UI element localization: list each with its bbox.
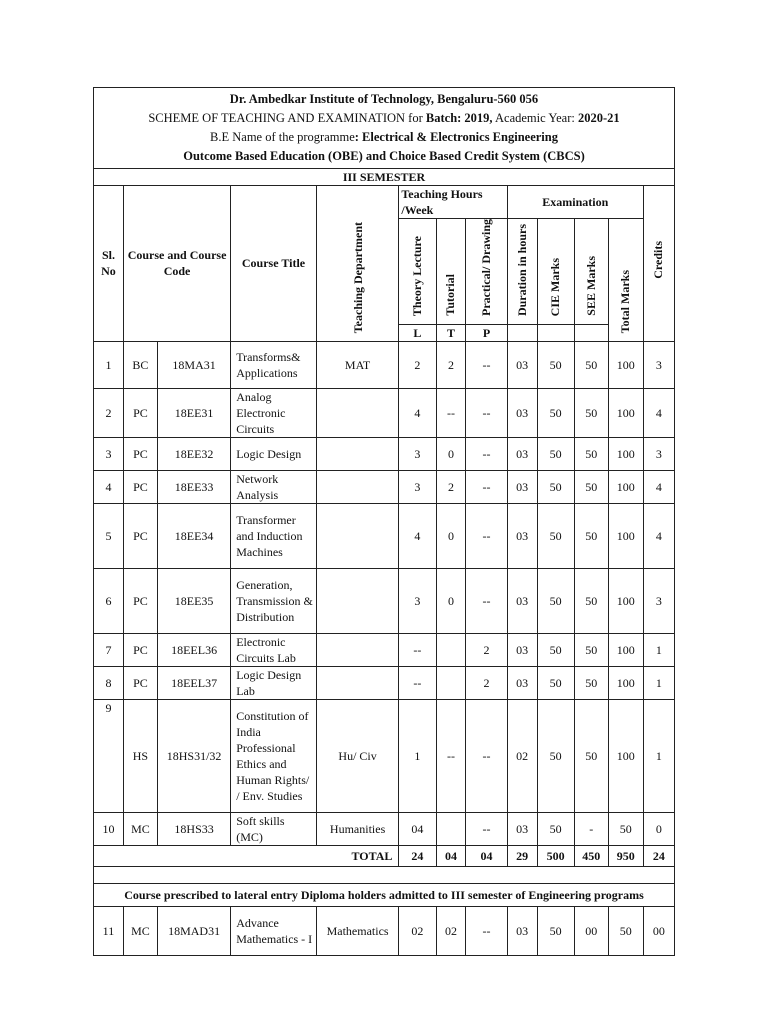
course-title-cell: Logic Design Lab [231,666,317,699]
lecture-hours-cell: -- [399,666,436,699]
column-header-row-1 [94,186,675,219]
see-marks-cell: 50 [574,699,608,812]
table-row [94,388,675,437]
see-marks-cell: 50 [574,388,608,437]
sl-no-cell: 11 [94,906,124,955]
total-p: 04 [466,845,507,866]
total-marks-cell: 100 [608,341,643,388]
scheme-line: SCHEME OF TEACHING AND EXAMINATION for Batch: 2019, Academic Year: 2020-21 [148,111,620,125]
total-marks-cell: 100 [608,437,643,470]
sl-no-cell: 6 [94,568,124,633]
cie-marks-cell: 50 [537,470,574,503]
col-course-title: Course Title [231,186,317,342]
sl-no-cell: 8 [94,666,124,699]
see-marks-cell: 00 [574,906,608,955]
course-code-cell: 18EE35 [157,568,230,633]
course-title-cell: Network Analysis [231,470,317,503]
cie-marks-cell: 50 [537,812,574,845]
practical-hours-cell: 2 [466,633,507,666]
scheme-document [93,87,675,956]
course-category-cell: PC [123,633,157,666]
teaching-department-cell [316,633,399,666]
total-marks-cell: 50 [608,812,643,845]
tutorial-hours-cell: 0 [436,437,466,470]
course-rows [94,341,675,845]
course-category-cell: HS [123,699,157,812]
cie-marks-cell: 50 [537,568,574,633]
lecture-hours-cell: 1 [399,699,436,812]
teaching-department-cell [316,388,399,437]
cie-marks-cell: 50 [537,341,574,388]
practical-hours-cell: -- [466,503,507,568]
sl-no-cell: 1 [94,341,124,388]
col-l: L [399,324,436,341]
col-see-marks: SEE Marks [574,219,608,325]
total-marks-cell: 100 [608,633,643,666]
tutorial-hours-cell: 2 [436,341,466,388]
practical-hours-cell: -- [466,470,507,503]
course-code-cell: 18EE34 [157,503,230,568]
institute-name: Dr. Ambedkar Institute of Technology, Bengaluru-560 056 [229,92,539,106]
teaching-department-cell [316,503,399,568]
duration-cell: 03 [507,388,537,437]
course-category-cell: PC [123,388,157,437]
col-practical: Practical/ Drawing [466,219,507,325]
total-l: 24 [399,845,436,866]
see-marks-cell: 50 [574,568,608,633]
col-course-code: Course and Course Code [123,186,230,342]
practical-hours-cell: -- [466,906,507,955]
course-code-cell: 18EEL36 [157,633,230,666]
col-see-sub [574,324,608,341]
practical-hours-cell: -- [466,437,507,470]
course-title-cell: Transforms& Applications [231,341,317,388]
practical-hours-cell: 2 [466,666,507,699]
col-theory-lecture: Theory Lecture [399,219,436,325]
teaching-department-cell: Hu/ Civ [316,699,399,812]
total-duration: 29 [507,845,537,866]
col-total-marks: Total Marks [608,219,643,342]
cie-marks-cell: 50 [537,666,574,699]
total-t: 04 [436,845,466,866]
practical-hours-cell: -- [466,388,507,437]
course-category-cell: PC [123,503,157,568]
sl-no-cell: 3 [94,437,124,470]
tutorial-hours-cell: 0 [436,568,466,633]
table-row [94,699,675,812]
tutorial-hours-cell [436,633,466,666]
lecture-hours-cell: 4 [399,503,436,568]
teaching-department-cell: Humanities [316,812,399,845]
table-row [94,341,675,388]
course-title-cell: Soft skills (MC) [231,812,317,845]
duration-cell: 03 [507,503,537,568]
see-marks-cell: - [574,812,608,845]
course-code-cell: 18EE33 [157,470,230,503]
course-category-cell: BC [123,341,157,388]
cie-marks-cell: 50 [537,437,574,470]
see-marks-cell: 50 [574,341,608,388]
credits-cell: 1 [643,699,674,812]
course-category-cell: MC [123,906,157,955]
total-marks-cell: 50 [608,906,643,955]
col-duration-sub [507,324,537,341]
semester-row [94,169,675,186]
table-row [94,437,675,470]
table-row [94,568,675,633]
duration-cell: 03 [507,568,537,633]
duration-cell: 03 [507,470,537,503]
tutorial-hours-cell [436,666,466,699]
course-category-cell: MC [123,812,157,845]
see-marks-cell: 50 [574,633,608,666]
credits-cell: 4 [643,388,674,437]
credits-cell: 4 [643,470,674,503]
total-marks-cell: 100 [608,666,643,699]
credits-cell: 3 [643,437,674,470]
teaching-department-cell [316,437,399,470]
col-sl-no: Sl. No [94,186,124,342]
course-code-cell: 18EE32 [157,437,230,470]
lecture-hours-cell: -- [399,633,436,666]
credits-cell: 3 [643,568,674,633]
see-marks-cell: 50 [574,503,608,568]
duration-cell: 03 [507,341,537,388]
course-title-cell: Advance Mathematics - I [231,906,317,955]
scheme-table [93,87,675,956]
sl-no-cell: 7 [94,633,124,666]
duration-cell: 03 [507,437,537,470]
programme-line: B.E Name of the programme: Electrical & Electronics Engineering [210,130,558,144]
table-row [94,906,675,955]
duration-cell: 03 [507,812,537,845]
course-code-cell: 18MAD31 [157,906,230,955]
table-row [94,666,675,699]
total-marks-cell: 100 [608,388,643,437]
lecture-hours-cell: 3 [399,437,436,470]
sl-no-cell: 4 [94,470,124,503]
teaching-department-cell: MAT [316,341,399,388]
tutorial-hours-cell: 0 [436,503,466,568]
lecture-hours-cell: 2 [399,341,436,388]
total-marks-cell: 100 [608,470,643,503]
duration-cell: 03 [507,666,537,699]
course-code-cell: 18HS31/32 [157,699,230,812]
tutorial-hours-cell: 02 [436,906,466,955]
cie-marks-cell: 50 [537,699,574,812]
cie-marks-cell: 50 [537,906,574,955]
obe-line: Outcome Based Education (OBE) and Choice Based Credit System (CBCS) [183,149,585,163]
col-tutorial: Tutorial [436,219,466,325]
credits-cell: 1 [643,633,674,666]
course-title-cell: Generation, Transmission & Distribution [231,568,317,633]
table-row [94,633,675,666]
teaching-department-cell: Mathematics [316,906,399,955]
credits-cell: 3 [643,341,674,388]
course-code-cell: 18HS33 [157,812,230,845]
col-cie-sub [537,324,574,341]
credits-cell: 1 [643,666,674,699]
teaching-department-cell [316,568,399,633]
table-row [94,812,675,845]
semester-label: III SEMESTER [94,169,675,186]
teaching-department-cell [316,470,399,503]
course-category-cell: PC [123,437,157,470]
total-credits: 24 [643,845,674,866]
lateral-rows [94,906,675,955]
course-category-cell: PC [123,568,157,633]
cie-marks-cell: 50 [537,503,574,568]
col-teaching-hours: Teaching Hours /Week [399,186,507,219]
lateral-note-row [94,883,675,906]
tutorial-hours-cell [436,812,466,845]
tutorial-hours-cell: 2 [436,470,466,503]
course-code-cell: 18MA31 [157,341,230,388]
duration-cell: 02 [507,699,537,812]
teaching-department-cell [316,666,399,699]
document-header-row [94,88,675,169]
total-row [94,845,675,866]
practical-hours-cell: -- [466,568,507,633]
course-code-cell: 18EEL37 [157,666,230,699]
lecture-hours-cell: 04 [399,812,436,845]
table-row [94,503,675,568]
course-category-cell: PC [123,470,157,503]
total-marks-cell: 100 [608,503,643,568]
practical-hours-cell: -- [466,699,507,812]
table-row [94,470,675,503]
col-duration: Duration in hours [507,219,537,325]
cie-marks-cell: 50 [537,388,574,437]
total-cie: 500 [537,845,574,866]
practical-hours-cell: -- [466,341,507,388]
tutorial-hours-cell: -- [436,388,466,437]
total-marks-cell: 100 [608,699,643,812]
total-label: TOTAL [94,845,399,866]
course-title-cell: Transformer and Induction Machines [231,503,317,568]
credits-cell: 00 [643,906,674,955]
sl-no-cell: 2 [94,388,124,437]
sl-no-cell: 9 [94,699,124,812]
total-marks-cell: 100 [608,568,643,633]
see-marks-cell: 50 [574,470,608,503]
credits-cell: 0 [643,812,674,845]
col-examination: Examination [507,186,643,219]
course-title-cell: Constitution of India Professional Ethics and Human Rights/ / Env. Studies [231,699,317,812]
cie-marks-cell: 50 [537,633,574,666]
col-teaching-department: Teaching Department [316,186,399,342]
course-title-cell: Logic Design [231,437,317,470]
duration-cell: 03 [507,906,537,955]
practical-hours-cell: -- [466,812,507,845]
lecture-hours-cell: 02 [399,906,436,955]
lecture-hours-cell: 3 [399,470,436,503]
sl-no-cell: 5 [94,503,124,568]
col-cie-marks: CIE Marks [537,219,574,325]
lecture-hours-cell: 4 [399,388,436,437]
lecture-hours-cell: 3 [399,568,436,633]
credits-cell: 4 [643,503,674,568]
see-marks-cell: 50 [574,437,608,470]
total-see: 450 [574,845,608,866]
course-code-cell: 18EE31 [157,388,230,437]
total-marks: 950 [608,845,643,866]
duration-cell: 03 [507,633,537,666]
course-category-cell: PC [123,666,157,699]
see-marks-cell: 50 [574,666,608,699]
spacer-row [94,866,675,883]
tutorial-hours-cell: -- [436,699,466,812]
col-credits: Credits [643,186,674,342]
col-p: P [466,324,507,341]
col-t: T [436,324,466,341]
sl-no-cell: 10 [94,812,124,845]
course-title-cell: Electronic Circuits Lab [231,633,317,666]
lateral-note: Course prescribed to lateral entry Diploma holders admitted to III semester of Engineering programs [94,883,675,906]
course-title-cell: Analog Electronic Circuits [231,388,317,437]
